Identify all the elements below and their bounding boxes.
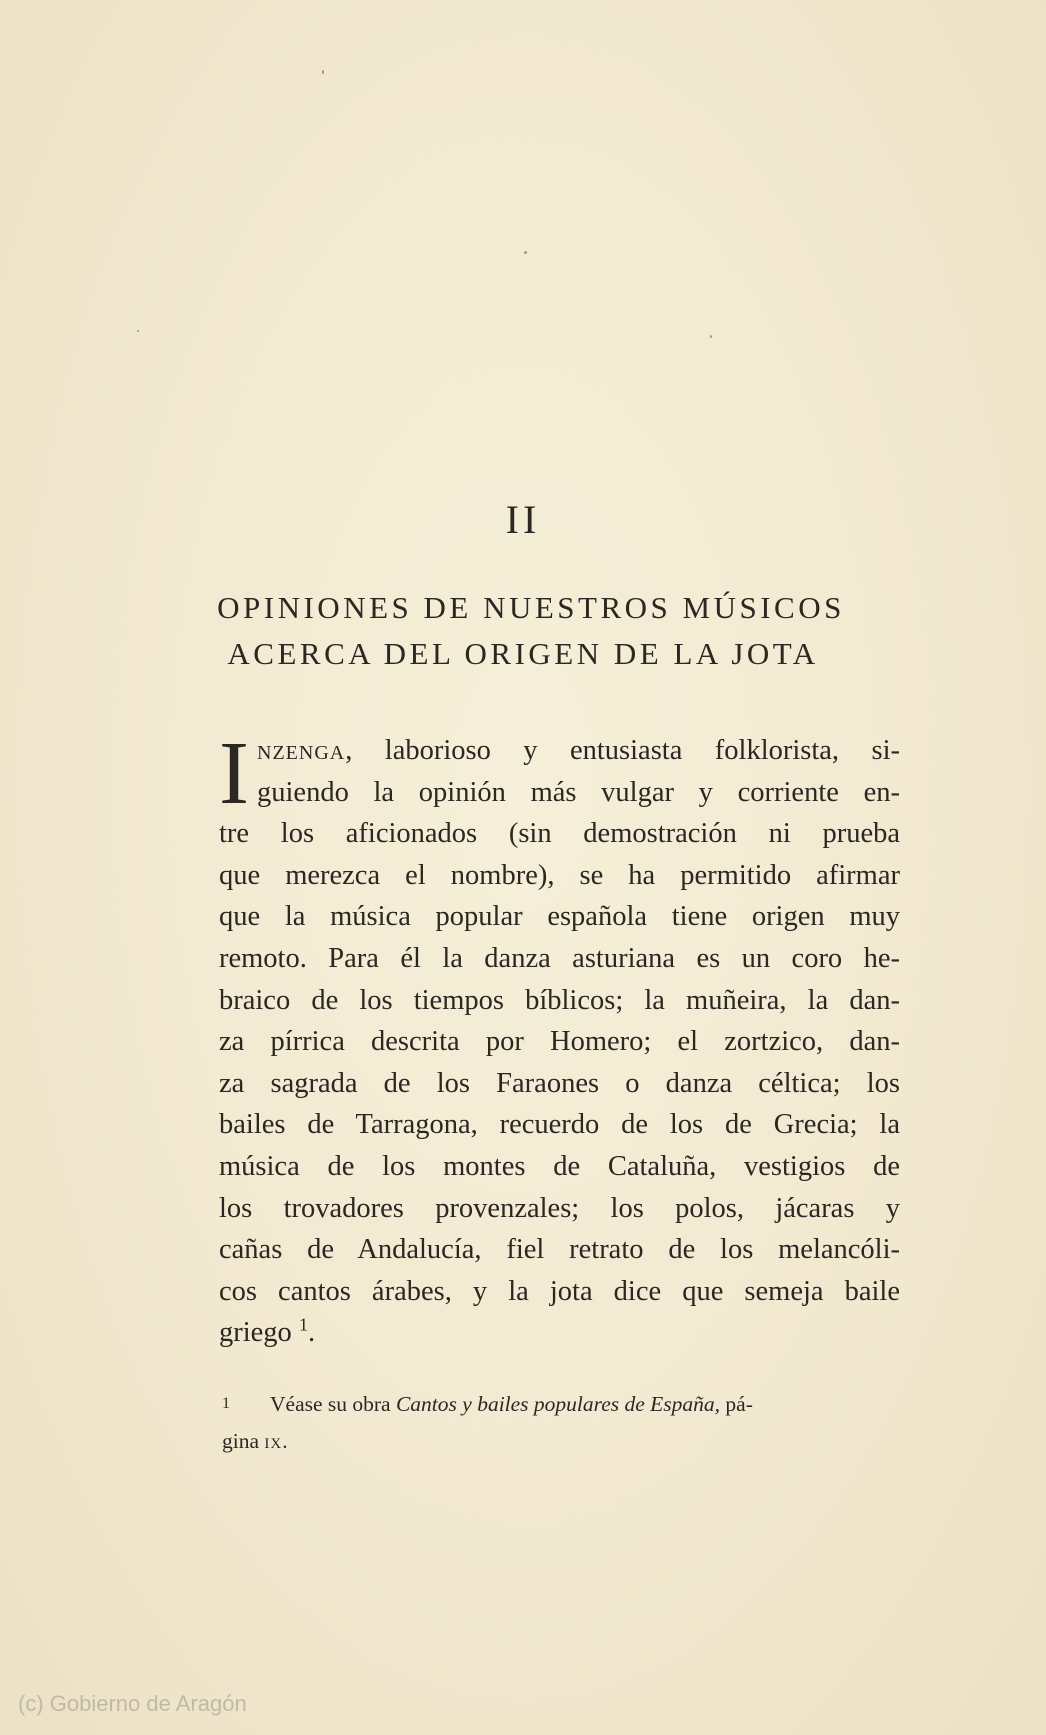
body-line: tre los aficionados (sin demostración ni prueba — [219, 818, 900, 850]
chapter-title-line-2: ACERCA DEL ORIGEN DE LA JOTA — [227, 636, 819, 671]
drop-cap: I — [219, 724, 249, 823]
body-line: cos cantos árabes, y la jota dice que semeja baile — [219, 1275, 900, 1307]
body-paragraph — [219, 724, 900, 1354]
body-line-text: griego — [219, 1317, 292, 1349]
body-line: los trovadores provenzales; los polos, jácaras y — [219, 1192, 900, 1224]
paper-speck — [524, 251, 527, 254]
body-line: braico de los tiempos bíblicos; la muñeira, la dan- — [219, 984, 900, 1016]
footnote-number: 1 — [222, 1395, 230, 1412]
footnote-reference[interactable]: 1 — [298, 1314, 308, 1335]
body-line: que merezca el nombre), se ha permitido afirmar — [219, 859, 900, 891]
paper-speck — [137, 330, 139, 332]
lead-word: nzenga — [257, 735, 346, 766]
body-line: guiendo la opinión más vulgar y corriente en- — [257, 776, 900, 808]
footnote-line-1 — [222, 1385, 900, 1423]
body-line — [219, 1312, 900, 1354]
body-line: que la música popular española tiene origen muy — [219, 901, 900, 933]
body-line — [219, 730, 900, 772]
paper-speck — [322, 70, 324, 74]
body-line: bailes de Tarragona, recuerdo de los de Grecia; la — [219, 1109, 900, 1141]
chapter-number: II — [505, 497, 541, 542]
chapter-title-line-1: OPINIONES DE NUESTROS MÚSICOS — [217, 590, 845, 625]
body-line-text: , laborioso y entusiasta folklorista, si- — [345, 735, 900, 766]
body-line: za pírrica descrita por Homero; el zortzico, dan- — [219, 1026, 900, 1058]
paper-speck — [710, 335, 712, 338]
footnote-suffix: pá- — [720, 1392, 753, 1416]
footnote-line-2 — [222, 1423, 900, 1460]
footnote — [222, 1385, 900, 1460]
footnote-work-title: Cantos y bailes populares de España, — [395, 1392, 721, 1416]
body-line: música de los montes de Cataluña, vestigios de — [219, 1150, 900, 1182]
final-period: . — [307, 1317, 316, 1349]
footnote-roman-page: ix — [264, 1429, 283, 1453]
copyright-watermark: (c) Gobierno de Aragón — [18, 1691, 247, 1716]
body-line: za sagrada de los Faraones o danza céltica; los — [219, 1067, 900, 1099]
body-line: cañas de Andalucía, fiel retrato de los melancóli- — [219, 1234, 900, 1266]
footnote-line-2-start: gina — [222, 1429, 265, 1453]
footnote-prefix: Véase su obra — [270, 1392, 396, 1416]
footnote-line-2-end: . — [282, 1429, 288, 1453]
body-line: remoto. Para él la danza asturiana es un coro he- — [219, 942, 900, 974]
